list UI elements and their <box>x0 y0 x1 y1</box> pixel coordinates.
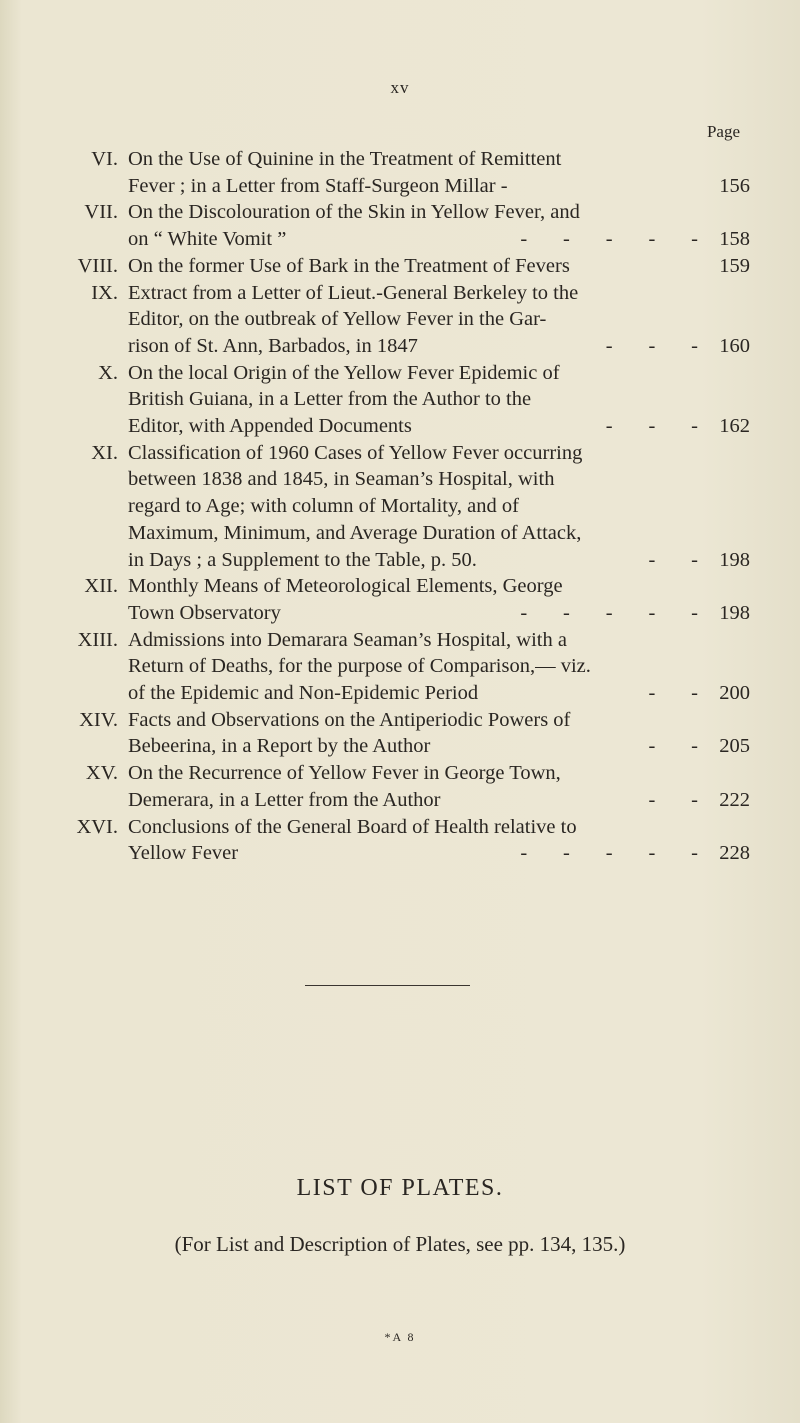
entry-line <box>128 760 750 787</box>
entry-line <box>128 253 750 280</box>
entry-numeral: XV. <box>85 762 118 785</box>
entry-text: regard to Age; with column of Mortality, and of <box>128 495 519 518</box>
entry-numeral: IX. <box>91 281 118 304</box>
entry-numeral: X. <box>98 361 118 384</box>
entry-text: Fever ; in a Letter from Staff-Surgeon Millar - <box>128 174 508 197</box>
entry-text: Demerara, in a Letter from the Author <box>128 788 441 811</box>
entry-line <box>128 840 750 867</box>
entry-numeral: XVI. <box>76 815 118 838</box>
entry-page-number: 228 <box>719 842 750 865</box>
entry-numeral: VII. <box>84 201 118 224</box>
entry-line <box>128 680 750 707</box>
contents-entry <box>70 280 750 360</box>
contents-entry <box>70 760 750 813</box>
entry-line <box>128 466 750 493</box>
entry-leaders: - - <box>648 735 698 758</box>
entry-text: On the Recurrence of Yellow Fever in George Town, <box>128 762 561 785</box>
entry-numeral: VI. <box>91 148 118 170</box>
entry-line <box>128 360 750 387</box>
entry-leaders: - - - <box>605 334 698 357</box>
running-head: xv <box>390 78 410 97</box>
entry-page-number: 160 <box>719 334 750 357</box>
entry-leaders: - - - - - <box>520 842 698 865</box>
entry-text: Monthly Means of Meteorological Elements, George <box>128 575 563 598</box>
contents-entry <box>70 573 750 626</box>
entry-numeral: XIII. <box>77 628 118 651</box>
contents-entry <box>70 360 750 440</box>
entry-page-number: 200 <box>719 682 750 705</box>
entry-line <box>128 386 750 413</box>
entry-numeral: XIV. <box>79 708 118 731</box>
contents-entry <box>70 146 750 199</box>
entry-text: Classification of 1960 Cases of Yellow Fever occurring <box>128 441 583 464</box>
entry-page-number: 198 <box>719 601 750 624</box>
contents-list <box>70 146 750 867</box>
contents-entry <box>70 627 750 707</box>
entry-text: rison of St. Ann, Barbados, in 1847 <box>128 334 418 357</box>
entry-leaders: - - - - - <box>520 601 698 624</box>
entry-text: Return of Deaths, for the purpose of Comparison,— viz. <box>128 655 591 678</box>
entry-leaders <box>508 173 706 200</box>
entry-line <box>128 707 750 734</box>
entry-text: Facts and Observations on the Antiperiodic Powers of <box>128 708 571 731</box>
entry-line <box>128 280 750 307</box>
entry-leaders: - - <box>648 682 698 705</box>
entry-leaders <box>570 253 706 280</box>
entry-line <box>128 146 750 173</box>
contents-entry <box>70 253 750 280</box>
entry-text: Extract from a Letter of Lieut.-General Berkeley to the <box>128 281 579 304</box>
entry-line <box>128 573 750 600</box>
entry-text: Yellow Fever <box>128 842 239 865</box>
entry-page-number: 205 <box>719 735 750 758</box>
entry-text: Maximum, Minimum, and Average Duration of Attack, <box>128 521 582 544</box>
entry-text: British Guiana, in a Letter from the Author to the <box>128 388 532 411</box>
list-of-plates-heading: LIST OF PLATES. <box>296 1175 504 1201</box>
entry-text: between 1838 and 1845, in Seaman’s Hospital, with <box>128 468 555 491</box>
entry-numeral: XI. <box>91 441 118 464</box>
entry-line <box>128 627 750 654</box>
entry-leaders: - - - - - <box>520 228 698 251</box>
entry-page-number: 198 <box>719 548 750 571</box>
entry-text: Conclusions of the General Board of Health relative to <box>128 815 577 838</box>
entry-line <box>128 493 750 520</box>
entry-line <box>128 413 750 440</box>
entry-text: Admissions into Demarara Seaman’s Hospital, with a <box>128 628 567 651</box>
entry-text: On the former Use of Bark in the Treatment of Fevers <box>128 254 570 277</box>
entry-page-number: 159 <box>719 254 750 277</box>
entry-text: Editor, with Appended Documents <box>128 415 412 438</box>
entry-line <box>128 199 750 226</box>
contents-entry <box>70 199 750 252</box>
entry-text: On the Use of Quinine in the Treatment of Remittent <box>128 148 562 170</box>
page-column-label: Page <box>706 122 740 141</box>
entry-leaders: - - <box>648 548 698 571</box>
entry-text: Town Observatory <box>128 601 281 624</box>
entry-text: on “ White Vomit ” <box>128 228 287 251</box>
entry-text: On the Discolouration of the Skin in Yellow Fever, and <box>128 201 580 224</box>
entry-line <box>128 600 750 627</box>
entry-line <box>128 520 750 547</box>
entry-line <box>128 333 750 360</box>
entry-line <box>128 733 750 760</box>
entry-line <box>128 306 750 333</box>
entry-page-number: 156 <box>719 174 750 197</box>
entry-text: of the Epidemic and Non-Epidemic Period <box>128 682 479 705</box>
entry-text: Editor, on the outbreak of Yellow Fever in the Gar- <box>128 308 547 331</box>
entry-line <box>128 440 750 467</box>
entry-text: in Days ; a Supplement to the Table, p. 50. <box>128 548 477 571</box>
entry-line <box>128 814 750 841</box>
printer-signature: *A 8 <box>384 1330 416 1344</box>
entry-leaders: - - - <box>605 415 698 438</box>
contents-entry <box>70 814 750 867</box>
entry-leaders: - - <box>648 788 698 811</box>
list-of-plates-note: (For List and Description of Plates, see pp. 134, 135.) <box>174 1232 626 1256</box>
entry-line <box>128 226 750 253</box>
section-divider <box>305 985 470 986</box>
entry-text: Bebeerina, in a Report by the Author <box>128 735 431 758</box>
entry-page-number: 222 <box>719 788 750 811</box>
entry-line <box>128 653 750 680</box>
entry-line <box>128 173 750 200</box>
contents-entry <box>70 707 750 760</box>
entry-numeral: XII. <box>84 575 118 598</box>
contents-entry <box>70 440 750 574</box>
entry-page-number: 162 <box>719 415 750 438</box>
entry-line <box>128 787 750 814</box>
entry-numeral: VIII. <box>77 254 118 277</box>
entry-page-number: 158 <box>719 228 750 251</box>
entry-text: On the local Origin of the Yellow Fever Epidemic of <box>128 361 560 384</box>
entry-line <box>128 547 750 574</box>
